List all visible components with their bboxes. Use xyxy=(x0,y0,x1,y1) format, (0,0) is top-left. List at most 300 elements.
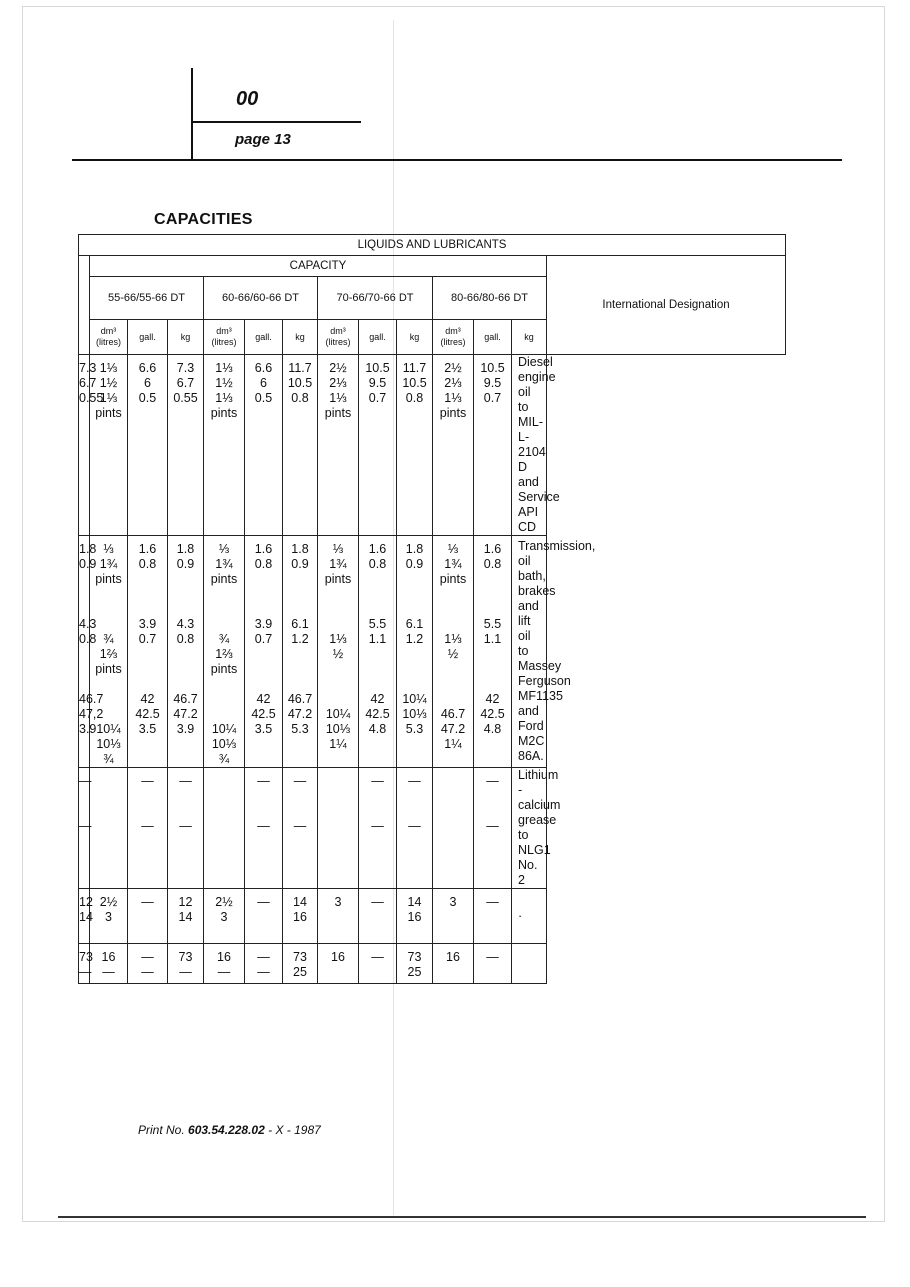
cell-value xyxy=(283,647,317,662)
cell-value xyxy=(245,602,282,617)
cell-value: ½ xyxy=(447,647,459,661)
cell-value xyxy=(128,662,167,677)
cell-value: 10.5 xyxy=(402,376,427,390)
cell-value xyxy=(318,587,358,602)
cell-value: 4.8 xyxy=(483,722,502,736)
cell-value: 1½ xyxy=(99,376,118,390)
cell-value xyxy=(128,789,167,804)
cell-value xyxy=(168,587,203,602)
cell-value: 42.5 xyxy=(135,707,160,721)
unit-gall-header: gall. xyxy=(128,320,168,355)
designation-cell: Diesel engine oil to MIL-L-2104 D and Service API CD xyxy=(512,355,547,536)
cell-value: — xyxy=(179,819,192,833)
cell-value xyxy=(283,789,317,804)
cell-value: 5.5 xyxy=(368,617,387,631)
table-row xyxy=(79,355,786,536)
table-row xyxy=(79,889,786,944)
cell-value xyxy=(204,707,244,722)
cell-value: 3.9 xyxy=(138,617,157,631)
cell-value: 1.2 xyxy=(405,632,424,646)
cell-value xyxy=(318,617,358,632)
cell-value: ¾ xyxy=(103,632,114,646)
cell-value xyxy=(359,804,396,819)
cell-value: 10⅓ xyxy=(402,707,427,721)
table-cell xyxy=(168,355,204,536)
cell-value: 10.5 xyxy=(480,361,505,375)
cell-value: 10¼ xyxy=(96,722,121,736)
table-cell xyxy=(168,889,204,944)
cell-value: 3.5 xyxy=(138,722,157,736)
cell-value: 0.9 xyxy=(79,557,97,571)
cell-value xyxy=(79,804,89,819)
cell-value: 1⅓ xyxy=(444,632,462,646)
cell-value xyxy=(397,572,432,587)
cell-value: 2⅓ xyxy=(329,376,347,390)
cell-value xyxy=(474,677,511,692)
cell-value xyxy=(397,647,432,662)
unit-kg-header: kg xyxy=(168,320,204,355)
cell-value xyxy=(204,774,244,789)
cell-value xyxy=(79,789,89,804)
table-cell xyxy=(359,944,397,984)
cell-value xyxy=(79,587,89,602)
table-cell xyxy=(283,889,318,944)
cell-value xyxy=(318,692,358,707)
cell-value xyxy=(474,662,511,677)
cell-value: 3 xyxy=(105,910,112,924)
cell-value xyxy=(245,804,282,819)
cell-value: 25 xyxy=(407,965,422,979)
cell-value xyxy=(397,789,432,804)
cell-value: 10¼ xyxy=(402,692,427,706)
cell-value xyxy=(79,572,89,587)
cell-value xyxy=(397,587,432,602)
table-cell xyxy=(474,768,512,889)
cell-value: 14 xyxy=(407,895,422,909)
cell-value: — xyxy=(371,895,384,909)
cell-value: 3.9 xyxy=(254,617,273,631)
cell-value xyxy=(168,572,203,587)
cell-value: 47.2 xyxy=(173,707,198,721)
table-cell xyxy=(318,768,359,889)
cell-value: 1⅔ pints xyxy=(95,647,122,676)
cell-value xyxy=(474,804,511,819)
unit-kg-header: kg xyxy=(512,320,547,355)
table-cell xyxy=(397,536,433,768)
table-cell xyxy=(433,536,474,768)
table-caption: LIQUIDS AND LUBRICANTS xyxy=(79,235,786,256)
designation-cell: Transmission, oil bath, brakes and lift oil to Massey Ferguson MF1135 and Ford M2C 86A. xyxy=(512,536,547,768)
section-code: 00 xyxy=(236,88,259,110)
cell-value: 4.8 xyxy=(368,722,387,736)
cell-value: 4.3 xyxy=(79,617,97,631)
cell-value xyxy=(433,602,473,617)
cell-value: 46.7 xyxy=(440,707,466,721)
cell-value: 73 xyxy=(293,950,307,964)
model-header-3: 70-66/70-66 DT xyxy=(318,277,433,320)
footer-suffix: - X - 1987 xyxy=(268,1123,321,1137)
cell-value: 0.5 xyxy=(254,391,273,405)
cell-value xyxy=(245,677,282,692)
left-margin-column xyxy=(79,256,90,355)
cell-value xyxy=(128,677,167,692)
cell-value: 6 xyxy=(144,376,151,390)
cell-value: 2⅓ xyxy=(444,376,462,390)
cell-value xyxy=(128,647,167,662)
cell-value: 16 xyxy=(293,910,307,924)
cell-value: 42 xyxy=(140,692,155,706)
cell-value xyxy=(90,774,127,789)
cell-value: 16 xyxy=(407,910,422,924)
cell-value: 9.5 xyxy=(483,376,502,390)
cell-value xyxy=(79,677,89,692)
cell-value: 10⅓ xyxy=(325,722,351,736)
model-header-2: 60-66/60-66 DT xyxy=(204,277,318,320)
cell-value xyxy=(433,617,473,632)
intl-designation-header: International Designation xyxy=(547,256,786,355)
cell-value: — xyxy=(79,965,92,979)
cell-value: — xyxy=(217,965,231,979)
table-cell xyxy=(359,355,397,536)
model-header-4: 80-66/80-66 DT xyxy=(433,277,547,320)
cell-value xyxy=(283,677,317,692)
table-cell xyxy=(128,768,168,889)
cell-value: 1¾ pints xyxy=(439,557,467,586)
cell-value xyxy=(283,662,317,677)
table-cell xyxy=(283,944,318,984)
table-cell xyxy=(90,944,128,984)
table-cell xyxy=(245,536,283,768)
cell-value: 1⅓ pints xyxy=(439,391,467,420)
cell-value: 42 xyxy=(256,692,271,706)
cell-value: 0.9 xyxy=(176,557,195,571)
cell-value xyxy=(474,647,511,662)
cell-value xyxy=(397,602,432,617)
cell-value xyxy=(359,587,396,602)
cell-value: 6 xyxy=(260,376,267,390)
cell-value: 47.2 xyxy=(440,722,466,736)
unit-dm3-header: dm³ (litres) xyxy=(318,320,359,355)
table-cell xyxy=(318,889,359,944)
cell-value: 0.55 xyxy=(79,391,104,405)
cell-value xyxy=(433,677,473,692)
cell-value: — xyxy=(141,895,154,909)
cell-value: 1.2 xyxy=(291,632,309,646)
cell-value: 1.6 xyxy=(483,542,502,556)
cell-value xyxy=(245,789,282,804)
cell-value: — xyxy=(408,774,421,788)
table-cell xyxy=(433,889,474,944)
table-cell xyxy=(397,889,433,944)
cell-value: 12 xyxy=(178,895,193,909)
cell-value: 0.8 xyxy=(254,557,273,571)
designation-cell xyxy=(512,944,547,984)
cell-value: 3 xyxy=(449,895,457,909)
cell-value xyxy=(79,647,89,662)
cell-value: 42 xyxy=(370,692,385,706)
cell-value xyxy=(283,602,317,617)
table-cell xyxy=(168,536,204,768)
cell-value: 46.7 xyxy=(287,692,313,706)
cell-value: 1⅓ xyxy=(215,361,233,375)
cell-value: — xyxy=(257,965,270,979)
cell-value xyxy=(204,617,244,632)
cell-value xyxy=(128,602,167,617)
cell-value: 10⅓ xyxy=(96,737,121,751)
unit-gall-header: gall. xyxy=(245,320,283,355)
capacities-table-wrapper xyxy=(78,234,785,984)
cell-value: 42.5 xyxy=(480,707,505,721)
table-cell xyxy=(79,944,93,984)
table-cell xyxy=(245,768,283,889)
model-header-1: 55-66/55-66 DT xyxy=(90,277,204,320)
table-cell xyxy=(204,889,245,944)
cell-value: 1.6 xyxy=(254,542,273,556)
table-cell xyxy=(79,536,104,768)
cell-value xyxy=(204,677,244,692)
cell-value: 6.7 xyxy=(79,376,97,390)
capacity-header: CAPACITY xyxy=(90,256,547,277)
cell-value: 0.7 xyxy=(483,391,502,405)
cell-value: 10.5 xyxy=(365,361,390,375)
cell-value xyxy=(397,677,432,692)
unit-gall-header: gall. xyxy=(474,320,512,355)
cell-value: 1¼ xyxy=(329,737,347,751)
cell-value: 1.8 xyxy=(405,542,424,556)
cell-value: — xyxy=(486,774,499,788)
table-cell xyxy=(245,944,283,984)
table-cell xyxy=(204,355,245,536)
cell-value xyxy=(318,662,358,677)
cell-value: — xyxy=(257,774,270,788)
cell-value: ¾ xyxy=(103,752,114,766)
cell-value: 1.8 xyxy=(79,542,97,556)
cell-value: 2½ xyxy=(215,895,233,909)
cell-value xyxy=(90,602,127,617)
table-cell xyxy=(318,355,359,536)
cell-value: 7.3 xyxy=(79,361,97,375)
cell-value: 6.6 xyxy=(254,361,273,375)
cell-value: 1.6 xyxy=(368,542,387,556)
cell-value xyxy=(318,602,358,617)
cell-value: 9.5 xyxy=(368,376,387,390)
cell-value: 6.6 xyxy=(138,361,157,375)
cell-value: 3 xyxy=(334,895,342,909)
cell-value xyxy=(318,774,358,789)
cell-value: 14 xyxy=(79,910,93,924)
cell-value: — xyxy=(371,819,384,833)
table-cell xyxy=(359,889,397,944)
cell-value xyxy=(245,587,282,602)
cell-value: 0.9 xyxy=(291,557,309,571)
cell-value xyxy=(359,789,396,804)
cell-value: 0.7 xyxy=(368,391,387,405)
cell-value xyxy=(168,647,203,662)
table-cell xyxy=(79,889,93,944)
cell-value: — xyxy=(257,950,270,964)
cell-value: 11.7 xyxy=(288,361,312,375)
cell-value xyxy=(79,662,89,677)
table-cell xyxy=(168,768,204,889)
cell-value: — xyxy=(486,819,499,833)
cell-value: 47,2 xyxy=(79,707,104,721)
cell-value xyxy=(79,602,89,617)
cell-value: 6.1 xyxy=(405,617,424,631)
cell-value xyxy=(168,789,203,804)
cell-value: ¾ xyxy=(218,752,230,766)
cell-value xyxy=(283,572,317,587)
cell-value xyxy=(359,572,396,587)
cell-value: 73 xyxy=(79,950,93,964)
cell-value: 0.7 xyxy=(138,632,157,646)
cell-value: 5.3 xyxy=(405,722,424,736)
cell-value xyxy=(433,692,473,707)
cell-value: 5.5 xyxy=(483,617,502,631)
header-divider-short xyxy=(193,121,361,123)
capacities-table xyxy=(78,234,786,984)
cell-value: 46.7 xyxy=(173,692,198,706)
cell-value: ¾ xyxy=(218,632,230,646)
cell-value: 14 xyxy=(293,895,307,909)
cell-value xyxy=(474,572,511,587)
cell-value: 0.9 xyxy=(405,557,424,571)
cell-value: 0.8 xyxy=(176,632,195,646)
cell-value xyxy=(90,587,127,602)
cell-value xyxy=(359,647,396,662)
cell-value: 10.5 xyxy=(287,376,313,390)
table-cell xyxy=(359,768,397,889)
cell-value xyxy=(90,677,127,692)
cell-value: 0.5 xyxy=(138,391,157,405)
cell-value: 0.8 xyxy=(79,632,97,646)
cell-value: 3.9 xyxy=(79,722,97,736)
table-cell xyxy=(359,536,397,768)
table-cell xyxy=(433,355,474,536)
cell-value: — xyxy=(486,895,499,909)
table-cell xyxy=(128,355,168,536)
cell-value: 1¾ pints xyxy=(210,557,238,586)
cell-value: 16 xyxy=(217,950,231,964)
cell-value: 10¼ xyxy=(211,722,237,736)
cell-value: 2½ xyxy=(329,361,347,375)
cell-value: — xyxy=(102,965,115,979)
cell-value: 6.1 xyxy=(291,617,309,631)
cell-value: 25 xyxy=(293,965,307,979)
cell-value xyxy=(245,662,282,677)
table-cell xyxy=(474,889,512,944)
cell-value: — xyxy=(141,950,154,964)
footer-prefix: Print No. xyxy=(138,1123,185,1137)
unit-gall-header: gall. xyxy=(359,320,397,355)
unit-dm3-header: dm³ (litres) xyxy=(204,320,245,355)
cell-value: 0.8 xyxy=(405,391,424,405)
table-cell xyxy=(204,536,245,768)
header-divider-vertical xyxy=(191,68,193,160)
designation-cell: Lithium - calcium grease to NLG1 No. 2 xyxy=(512,768,547,889)
bottom-rule xyxy=(58,1216,866,1218)
cell-value: — xyxy=(293,774,307,788)
unit-kg-header: kg xyxy=(397,320,433,355)
table-cell xyxy=(474,355,512,536)
table-cell xyxy=(433,944,474,984)
cell-value: — xyxy=(79,819,92,833)
print-footer xyxy=(138,1123,321,1137)
cell-value: 4.3 xyxy=(176,617,195,631)
cell-value xyxy=(168,662,203,677)
cell-value: ⅓ xyxy=(447,542,459,556)
cell-value: 42 xyxy=(485,692,500,706)
cell-value: 0.55 xyxy=(173,391,198,405)
cell-value: 5.3 xyxy=(291,722,309,736)
unit-kg-header: kg xyxy=(283,320,318,355)
cell-value: 1¾ pints xyxy=(95,557,122,586)
header-divider-long xyxy=(72,159,842,161)
cell-value: 1.8 xyxy=(176,542,195,556)
cell-value xyxy=(128,572,167,587)
cell-value: 73 xyxy=(178,950,193,964)
cell-value xyxy=(128,587,167,602)
cell-value xyxy=(168,602,203,617)
table-cell xyxy=(283,536,318,768)
cell-value: 1⅓ pints xyxy=(95,391,122,420)
cell-value xyxy=(204,692,244,707)
cell-value xyxy=(318,677,358,692)
cell-value: 0.8 xyxy=(368,557,387,571)
footer-print-no: 603.54.228.02 xyxy=(188,1123,265,1137)
cell-value xyxy=(359,677,396,692)
cell-value: — xyxy=(179,774,192,788)
table-cell xyxy=(397,768,433,889)
cell-value: — xyxy=(408,819,421,833)
table-cell xyxy=(128,536,168,768)
cell-value: — xyxy=(486,950,499,964)
cell-value xyxy=(168,677,203,692)
cell-value: 46.7 xyxy=(79,692,104,706)
cell-value: 1¾ pints xyxy=(324,557,352,586)
table-cell xyxy=(283,768,318,889)
cell-value: 1⅓ pints xyxy=(324,391,352,420)
cell-value: 1.6 xyxy=(138,542,157,556)
cell-value xyxy=(397,662,432,677)
cell-value: 16 xyxy=(101,950,116,964)
cell-value xyxy=(433,662,473,677)
table-row xyxy=(79,536,786,768)
cell-value: 2½ xyxy=(99,895,118,909)
cell-value: — xyxy=(257,819,270,833)
cell-value: 14 xyxy=(178,910,193,924)
cell-value xyxy=(359,602,396,617)
table-cell xyxy=(397,944,433,984)
table-cell xyxy=(245,889,283,944)
cell-value: 1⅓ xyxy=(329,632,347,646)
cell-value: 12 xyxy=(79,895,93,909)
cell-value: 1.1 xyxy=(368,632,387,646)
cell-value xyxy=(168,804,203,819)
cell-value: ⅓ xyxy=(332,542,344,556)
cell-value: 3 xyxy=(220,910,228,924)
cell-value: 3.9 xyxy=(176,722,195,736)
cell-value: — xyxy=(179,965,192,979)
table-cell xyxy=(397,355,433,536)
cell-value xyxy=(397,804,432,819)
table-cell xyxy=(79,355,104,536)
cell-value: 1⅔ pints xyxy=(210,647,238,676)
page-title: CAPACITIES xyxy=(154,211,253,228)
unit-dm3-header: dm³ (litres) xyxy=(90,320,128,355)
table-cell xyxy=(474,536,512,768)
table-cell xyxy=(79,768,90,889)
cell-value: 1.1 xyxy=(483,632,502,646)
